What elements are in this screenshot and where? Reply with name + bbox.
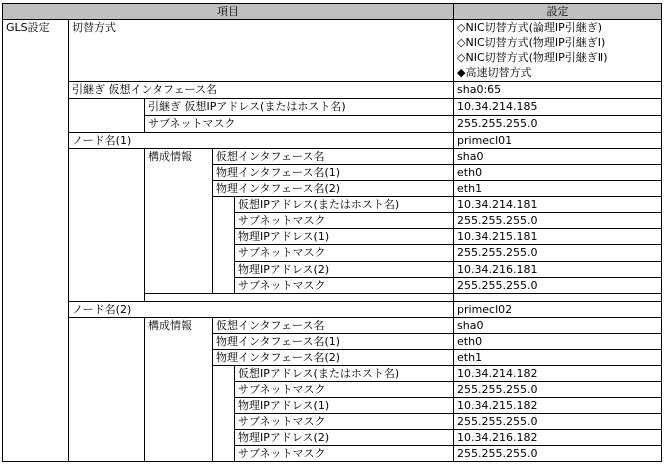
node2-pif1-label: 物理インタフェース名(1): [213, 333, 454, 349]
node2-vip-value: 10.34.214.182: [454, 365, 662, 381]
node2-pmask1-value: 255.255.255.0: [454, 413, 662, 429]
node1-pif2-value: eth1: [454, 181, 662, 197]
node2-pif2-value: eth1: [454, 349, 662, 365]
node1-pif2-label: 物理インタフェース名(2): [213, 181, 454, 197]
switch-option-selected: ◆高速切替方式: [457, 66, 532, 80]
node2-pmask1-label: サブネットマスク: [235, 413, 454, 429]
node2-pip2-label: 物理IPアドレス(2): [235, 429, 454, 445]
item-column-header: 項目: [3, 4, 454, 20]
node2-label: ノード名(2): [69, 301, 454, 317]
node2-vif-label: 仮想インタフェース名: [213, 317, 454, 333]
node1-pmask1-value: 255.255.255.0: [454, 245, 662, 261]
switch-option: ◇NIC切替方式(物理IP引継ぎⅡ): [457, 51, 608, 65]
node1-label: ノード名(1): [69, 133, 454, 149]
takeover-mask-value: 255.255.255.0: [454, 116, 662, 133]
node1-pmask2-label: サブネットマスク: [235, 277, 454, 293]
node2-pip2-value: 10.34.216.182: [454, 429, 662, 445]
takeover-ip-label: 引継ぎ 仮想IPアドレス(またはホスト名): [145, 99, 454, 116]
node1-vip-value: 10.34.214.181: [454, 197, 662, 213]
node2-config-label: 構成情報: [145, 317, 213, 461]
switch-method-label: 切替方式: [69, 20, 454, 82]
takeover-mask-label: サブネットマスク: [145, 116, 454, 133]
spacer-cell: [145, 293, 454, 301]
node1-vif-value: sha0: [454, 149, 662, 165]
takeover-ip-value: 10.34.214.185: [454, 99, 662, 116]
node2-pif2-label: 物理インタフェース名(2): [213, 349, 454, 365]
node1-vmask-value: 255.255.255.0: [454, 213, 662, 229]
node1-vip-label: 仮想IPアドレス(またはホスト名): [235, 197, 454, 213]
node2-vip-label: 仮想IPアドレス(またはホスト名): [235, 365, 454, 381]
node1-config-label: 構成情報: [145, 149, 213, 293]
indent-cell: [69, 99, 145, 133]
indent-cell: [213, 365, 235, 461]
node2-pif1-value: eth0: [454, 333, 662, 349]
node1-pip2-label: 物理IPアドレス(2): [235, 261, 454, 277]
indent-cell: [213, 197, 235, 293]
node1-vmask-label: サブネットマスク: [235, 213, 454, 229]
node1-pmask1-label: サブネットマスク: [235, 245, 454, 261]
gls-section-label: GLS設定: [3, 20, 69, 462]
spacer-cell: [454, 293, 662, 301]
switch-option: ◇NIC切替方式(物理IP引継ぎⅠ): [457, 36, 606, 50]
setting-column-header: 設定: [454, 4, 662, 20]
node1-pif1-value: eth0: [454, 165, 662, 181]
indent-cell: [69, 149, 145, 301]
indent-cell: [69, 317, 145, 461]
node2-vmask-value: 255.255.255.0: [454, 381, 662, 397]
node1-pmask2-value: 255.255.255.0: [454, 277, 662, 293]
node2-pip1-value: 10.34.215.182: [454, 397, 662, 413]
node2-value: primecl02: [454, 301, 662, 317]
node2-pmask2-value: 255.255.255.0: [454, 445, 662, 461]
switch-method-options: [454, 20, 662, 82]
node2-pip1-label: 物理IPアドレス(1): [235, 397, 454, 413]
node1-pif1-label: 物理インタフェース名(1): [213, 165, 454, 181]
gls-settings-table: [2, 3, 662, 462]
node1-value: primecl01: [454, 133, 662, 149]
switch-option: ◇NIC切替方式(論理IP引継ぎ): [457, 21, 603, 35]
node2-vmask-label: サブネットマスク: [235, 381, 454, 397]
node1-pip2-value: 10.34.216.181: [454, 261, 662, 277]
node2-pmask2-label: サブネットマスク: [235, 445, 454, 461]
node1-vif-label: 仮想インタフェース名: [213, 149, 454, 165]
takeover-if-value: sha0:65: [454, 82, 662, 99]
node1-pip1-value: 10.34.215.181: [454, 229, 662, 245]
takeover-if-label: 引継ぎ 仮想インタフェース名: [69, 82, 454, 99]
node2-vif-value: sha0: [454, 317, 662, 333]
node1-pip1-label: 物理IPアドレス(1): [235, 229, 454, 245]
